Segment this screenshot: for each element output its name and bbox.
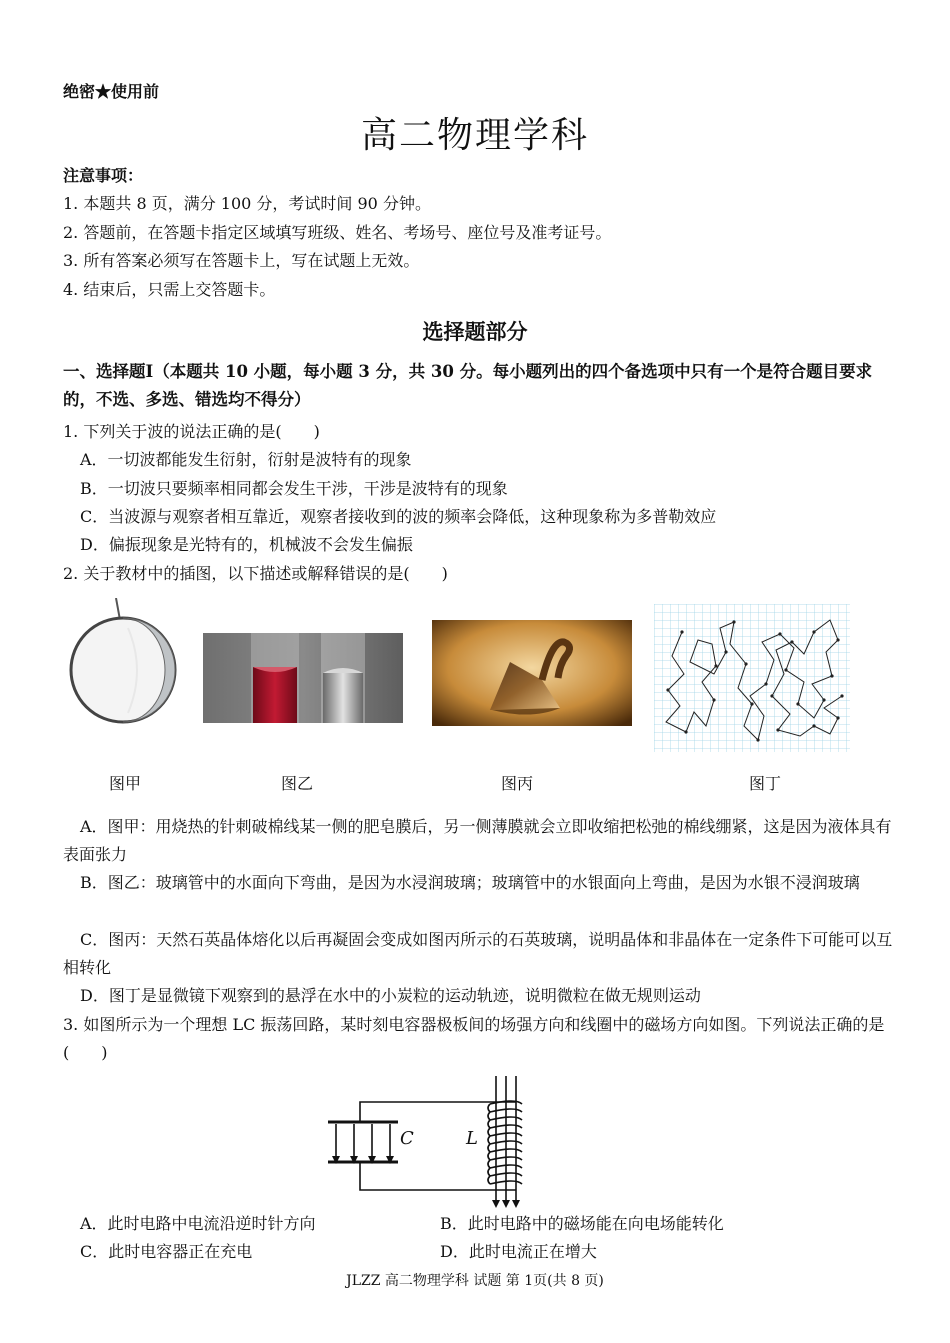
question-3-stem: 3. 如图所示为一个理想 LC 振荡回路，某时刻电容器极板间的场强方向和线圈中的磁场方向如图。下列说法正确的是( ) bbox=[63, 1015, 885, 1062]
question-1-option-d: D．偏振现象是光特有的，机械波不会发生偏振 bbox=[80, 535, 413, 554]
figure-yi-test-tubes bbox=[203, 633, 403, 723]
capacitor-label: C bbox=[400, 1128, 414, 1149]
figure-ding-brownian-motion bbox=[654, 604, 850, 752]
figure-caption: 图乙 bbox=[280, 774, 313, 793]
note-item: 3. 所有答案必须写在答题卡上，写在试题上无效。 bbox=[63, 251, 420, 270]
page-title: 高二物理学科 bbox=[360, 115, 589, 156]
question-3-option-d: D．此时电流正在增大 bbox=[440, 1242, 597, 1261]
page-footer: JLZZ 高二物理学科 试题 第 1页(共 8 页) bbox=[346, 1273, 604, 1289]
question-1-option-b: B．一切波只要频率相同都会发生干涉，干涉是波特有的现象 bbox=[80, 479, 508, 498]
figure-caption: 图丁 bbox=[748, 774, 781, 793]
note-item: 2. 答题前，在答题卡指定区域填写班级、姓名、考场号、座位号及准考证号。 bbox=[63, 223, 612, 242]
figure-caption: 图甲 bbox=[108, 774, 141, 793]
question-2-option-d: D．图丁是显微镜下观察到的悬浮在水中的小炭粒的运动轨迹，说明微粒在做无规则运动 bbox=[80, 986, 701, 1005]
question-2-option-c: C．图丙：天然石英晶体熔化以后再凝固会变成如图丙所示的石英玻璃，说明晶体和非晶体在一定条件下可能可以互相转化 bbox=[63, 930, 893, 977]
notes-heading: 注意事项： bbox=[63, 166, 144, 185]
section-title: 选择题部分 bbox=[422, 319, 528, 344]
figure-caption: 图丙 bbox=[500, 774, 533, 793]
question-2-stem: 2. 关于教材中的插图，以下描述或解释错误的是( ) bbox=[63, 564, 448, 583]
figure-jia-soap-film bbox=[66, 598, 180, 728]
question-3-option-a: A．此时电路中电流沿逆时针方向 bbox=[80, 1214, 316, 1233]
question-3-option-b: B．此时电路中的磁场能在向电场能转化 bbox=[440, 1214, 724, 1233]
question-2-option-b: B．图乙：玻璃管中的水面向下弯曲，是因为水浸润玻璃；玻璃管中的水银面向上弯曲，是因为水银不浸润玻璃 bbox=[80, 873, 860, 892]
question-1-option-a: A．一切波都能发生衍射，衍射是波特有的现象 bbox=[80, 450, 412, 469]
confidential-label: 绝密★使用前 bbox=[63, 82, 160, 101]
note-item: 1. 本题共 8 页，满分 100 分，考试时间 90 分钟。 bbox=[63, 194, 431, 213]
lc-circuit-diagram bbox=[320, 1076, 530, 1211]
question-1-option-c: C．当波源与观察者相互靠近，观察者接收到的波的频率会降低，这种现象称为多普勒效应 bbox=[80, 507, 717, 526]
figure-bing-quartz-swan bbox=[432, 620, 632, 726]
inductor-label: L bbox=[466, 1128, 478, 1149]
question-2-option-a: A．图甲：用烧热的针刺破棉线某一侧的肥皂膜后，另一侧薄膜就会立即收缩把松弛的棉线绷紧，这是因为液体具有表面张力 bbox=[63, 817, 892, 864]
question-3-option-c: C．此时电容器正在充电 bbox=[80, 1242, 253, 1261]
note-item: 4. 结束后，只需上交答题卡。 bbox=[63, 280, 276, 299]
question-1-stem: 1. 下列关于波的说法正确的是( ) bbox=[63, 422, 320, 441]
part-instruction: 一、选择题Ⅰ（本题共 10 小题，每小题 3 分，共 30 分。每小题列出的四个备选项中只有一个是符合题目要求的，不选、多选、错选均不得分） bbox=[63, 362, 873, 409]
